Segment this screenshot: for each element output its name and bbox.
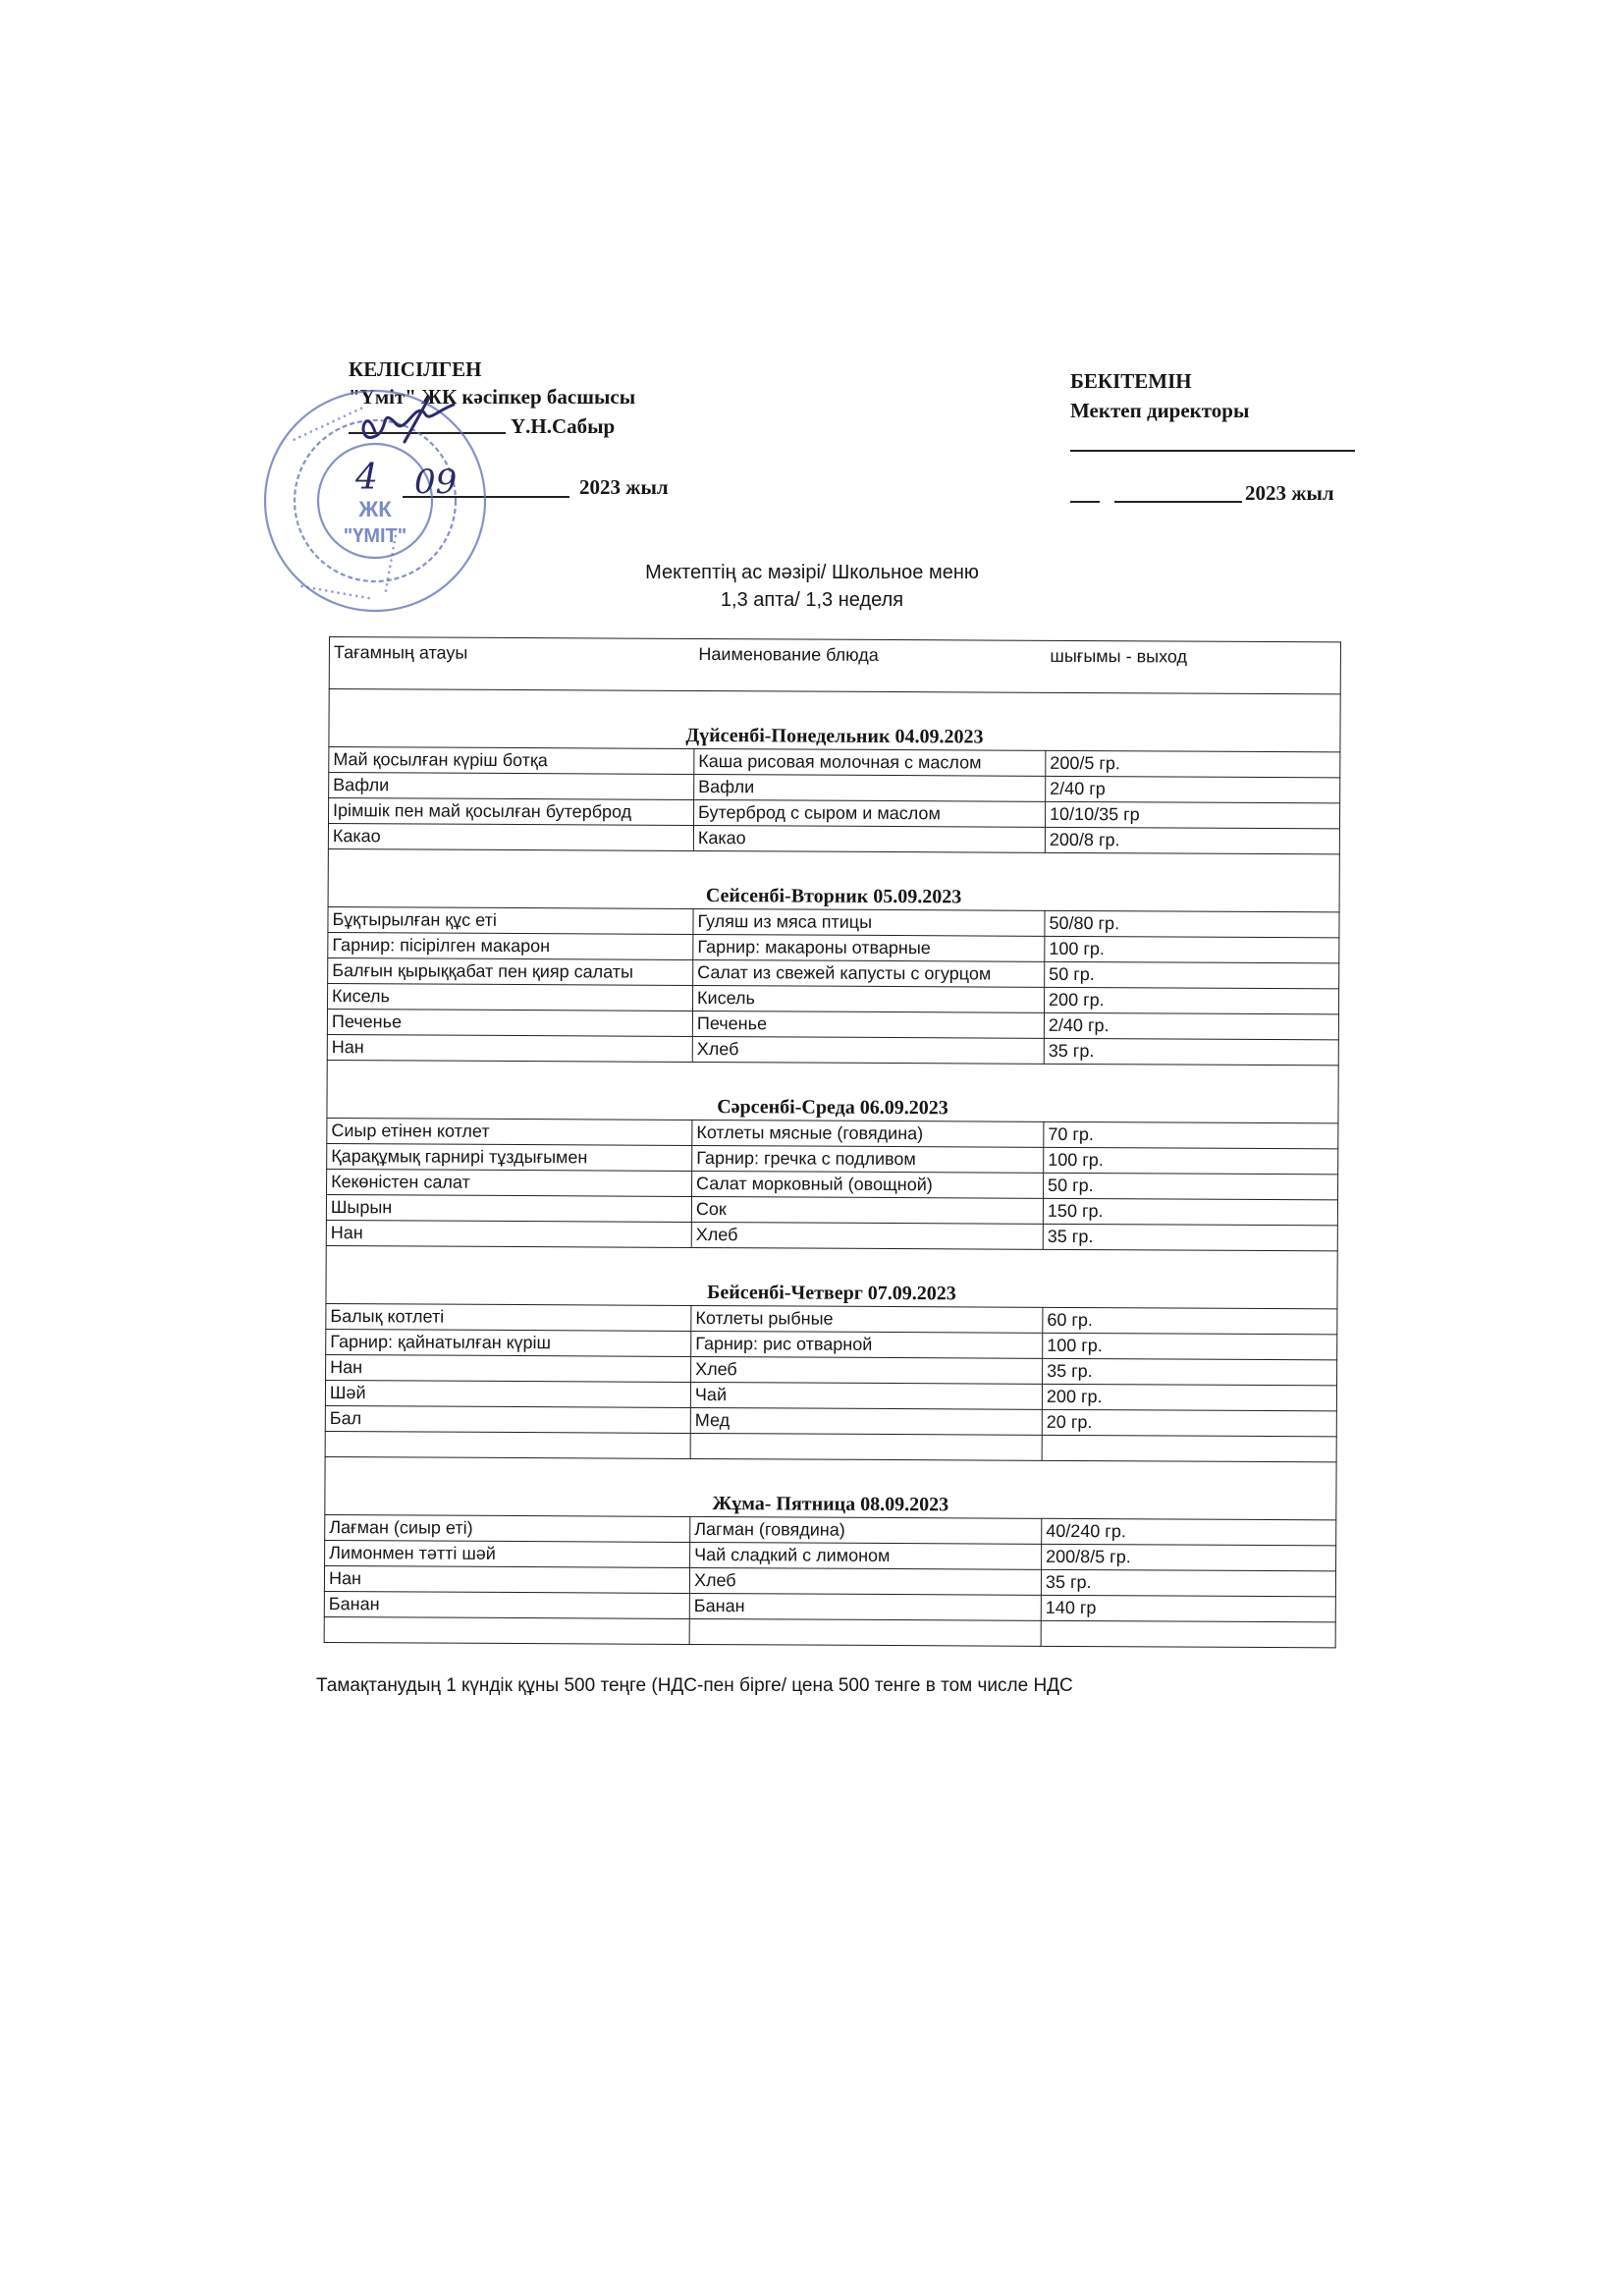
dish-name-ru: Чай bbox=[690, 1382, 1042, 1409]
document-subtitle: 1,3 апта/ 1,3 неделя bbox=[720, 589, 904, 611]
table-header-row bbox=[329, 637, 1340, 694]
column-header: Наименование блюда bbox=[694, 638, 1046, 692]
portion-size: 100 гр. bbox=[1045, 936, 1339, 963]
portion-size: 200 гр. bbox=[1042, 1384, 1336, 1411]
portion-size: 50 гр. bbox=[1045, 961, 1339, 989]
portion-size: 2/40 гр bbox=[1046, 776, 1340, 803]
dish-name-kz: Шәй bbox=[325, 1380, 690, 1407]
column-header: шығымы - выход bbox=[1046, 640, 1340, 694]
portion-size: 200/8 гр. bbox=[1045, 827, 1339, 854]
portion-size: 200 гр. bbox=[1045, 987, 1339, 1014]
portion-size: 60 гр. bbox=[1043, 1307, 1337, 1335]
price-note: Тамақтанудың 1 күндік құны 500 теңге (НДС-пен бірге/ цена 500 тенге в том числе НДС bbox=[316, 1675, 1073, 1696]
dish-name-ru: Гуляш из мяса птицы bbox=[693, 908, 1045, 936]
portion-size: 70 гр. bbox=[1044, 1121, 1338, 1149]
dish-name-ru: Хлеб bbox=[691, 1356, 1043, 1384]
dish-name-kz: Кисель bbox=[328, 983, 693, 1011]
approval-left-org: "Үміт" ЖК кәсіпкер басшысы bbox=[349, 385, 636, 409]
svg-text:• • • • • • • • • •: • • • • • • • • • • bbox=[381, 533, 403, 594]
portion-size: 35 гр. bbox=[1041, 1569, 1335, 1597]
date-month-line-right bbox=[1114, 501, 1242, 503]
dish-name-ru bbox=[689, 1618, 1041, 1646]
dish-name-kz bbox=[325, 1431, 690, 1458]
date-day-line-right bbox=[1070, 501, 1100, 503]
dish-name-kz: Ірімшік пен май қосылған бутерброд bbox=[329, 798, 694, 826]
dish-name-ru: Гарнир: макароны отварные bbox=[693, 934, 1045, 961]
dish-name-ru: Салат из свежей капусты с огурцом bbox=[693, 959, 1045, 987]
stamp-center-text-1: ЖК bbox=[358, 497, 392, 521]
portion-size: 40/240 гр. bbox=[1042, 1518, 1336, 1546]
dish-name-kz: Лимонмен тәтті шәй bbox=[325, 1540, 690, 1567]
dish-name-ru: Бутерброд с сыром и маслом bbox=[693, 799, 1045, 827]
day-header-row bbox=[327, 1060, 1338, 1122]
portion-size: 140 гр bbox=[1041, 1595, 1335, 1622]
portion-size bbox=[1042, 1435, 1336, 1462]
svg-text:• • • • • • • • • • • •: • • • • • • • • • • • • bbox=[298, 581, 372, 605]
portion-size: 20 гр. bbox=[1042, 1409, 1336, 1437]
handwritten-date-month: 09 bbox=[414, 463, 458, 502]
portion-size: 2/40 гр. bbox=[1044, 1012, 1338, 1040]
dish-name-ru: Чай сладкий с лимоном bbox=[690, 1542, 1042, 1569]
dish-name-kz: Бал bbox=[325, 1405, 690, 1433]
dish-name-ru: Какао bbox=[693, 825, 1045, 852]
approval-left-year: 2023 жыл bbox=[579, 475, 669, 499]
dish-name-kz: Нан bbox=[326, 1354, 691, 1382]
dish-name-ru: Хлеб bbox=[691, 1222, 1043, 1249]
portion-size: 35 гр. bbox=[1043, 1224, 1337, 1251]
portion-size: 50 гр. bbox=[1044, 1173, 1338, 1200]
dish-name-kz: Балық котлеті bbox=[326, 1303, 691, 1331]
day-label: Жұма- Пятница 08.09.2023 bbox=[325, 1456, 1336, 1519]
dish-name-ru: Гарнир: рис отварной bbox=[691, 1331, 1043, 1358]
dish-name-ru: Вафли bbox=[694, 774, 1046, 801]
document-title: Мектептің ас мәзірі/ Школьное меню bbox=[645, 562, 979, 583]
day-label: Дүйсенбі-Понедельник 04.09.2023 bbox=[329, 689, 1340, 752]
dish-name-kz: Гарнир: пісірілген макарон bbox=[328, 932, 693, 959]
column-header: Тағамның атауы bbox=[329, 637, 694, 691]
dish-name-kz: Нан bbox=[324, 1565, 689, 1593]
portion-size: 10/10/35 гр bbox=[1045, 801, 1339, 829]
dish-name-kz: Нан bbox=[327, 1034, 692, 1062]
dish-name-kz: Шырын bbox=[326, 1194, 691, 1222]
dish-name-ru: Хлеб bbox=[692, 1036, 1044, 1064]
day-header-row bbox=[325, 1456, 1336, 1519]
dish-name-ru: Банан bbox=[689, 1593, 1041, 1620]
day-label: Сейсенбі-Вторник 05.09.2023 bbox=[328, 848, 1339, 911]
dish-name-ru: Хлеб bbox=[689, 1567, 1041, 1595]
dish-name-kz: Балғын қырыққабат пен қияр салаты bbox=[328, 957, 693, 985]
dish-name-kz: Май қосылған күріш ботқа bbox=[329, 747, 694, 775]
approval-left-name: Ү.Н.Сабыр bbox=[511, 414, 616, 438]
dish-name-ru bbox=[690, 1433, 1042, 1460]
dish-name-ru: Лагман (говядина) bbox=[690, 1516, 1042, 1544]
dish-name-ru: Кисель bbox=[693, 985, 1045, 1012]
menu-table bbox=[324, 636, 1341, 1648]
portion-size: 50/80 гр. bbox=[1045, 910, 1339, 938]
dish-name-ru: Каша рисовая молочная с маслом bbox=[694, 748, 1046, 776]
approval-right-year: 2023 жыл bbox=[1245, 481, 1334, 505]
menu-table-body bbox=[324, 637, 1340, 1648]
table-row bbox=[324, 1616, 1335, 1647]
svg-text:• • • • • • • • • • • • •: • • • • • • • • • • • • • bbox=[291, 403, 366, 447]
dish-name-ru: Печенье bbox=[692, 1011, 1044, 1038]
dish-name-kz: Қарақұмық гарнирі тұздығымен bbox=[327, 1143, 692, 1171]
portion-size: 200/5 гр. bbox=[1046, 750, 1340, 778]
day-header-row bbox=[326, 1245, 1337, 1308]
dish-name-kz: Какао bbox=[328, 824, 693, 851]
approval-right-title: БЕКІТЕМІН bbox=[1070, 369, 1192, 393]
day-header-row bbox=[328, 848, 1339, 911]
dish-name-kz: Банан bbox=[324, 1591, 689, 1618]
approval-left-title: КЕЛІСІЛГЕН bbox=[349, 357, 482, 381]
dish-name-kz: Бұқтырылған құс еті bbox=[328, 906, 693, 934]
day-label: Бейсенбі-Четверг 07.09.2023 bbox=[326, 1245, 1337, 1308]
portion-size: 100 гр. bbox=[1044, 1147, 1338, 1175]
portion-size: 200/8/5 гр. bbox=[1042, 1544, 1336, 1571]
portion-size: 100 гр. bbox=[1043, 1333, 1337, 1360]
dish-name-ru: Котлеты мясные (говядина) bbox=[692, 1120, 1044, 1147]
day-header-row bbox=[329, 689, 1340, 752]
dish-name-kz bbox=[324, 1616, 689, 1644]
dish-name-kz: Нан bbox=[326, 1220, 691, 1247]
day-label: Сәрсенбі-Среда 06.09.2023 bbox=[327, 1060, 1338, 1122]
handwritten-date-day: 4 bbox=[355, 458, 378, 498]
dish-name-kz: Вафли bbox=[329, 773, 694, 800]
dish-name-ru: Салат морковный (овощной) bbox=[692, 1171, 1044, 1198]
dish-name-kz: Сиыр етінен котлет bbox=[327, 1118, 692, 1145]
portion-size: 35 гр. bbox=[1044, 1038, 1338, 1066]
dish-name-ru: Сок bbox=[691, 1196, 1043, 1224]
stamp-center-text-2: "ҮМІТ" bbox=[343, 525, 407, 547]
dish-name-ru: Мед bbox=[690, 1407, 1042, 1435]
portion-size: 150 гр. bbox=[1043, 1198, 1337, 1226]
approval-right-role: Мектеп директоры bbox=[1070, 399, 1250, 422]
signature-line-right bbox=[1070, 450, 1355, 452]
portion-size bbox=[1041, 1620, 1335, 1648]
portion-size: 35 гр. bbox=[1043, 1358, 1337, 1386]
dish-name-kz: Кекөністен салат bbox=[327, 1169, 692, 1196]
dish-name-ru: Гарнир: гречка с подливом bbox=[692, 1145, 1044, 1173]
dish-name-kz: Печенье bbox=[327, 1009, 692, 1036]
dish-name-kz: Лағман (сиыр еті) bbox=[325, 1514, 690, 1542]
dish-name-kz: Гарнир: қайнатылған күріш bbox=[326, 1329, 691, 1356]
dish-name-ru: Котлеты рыбные bbox=[691, 1305, 1043, 1333]
